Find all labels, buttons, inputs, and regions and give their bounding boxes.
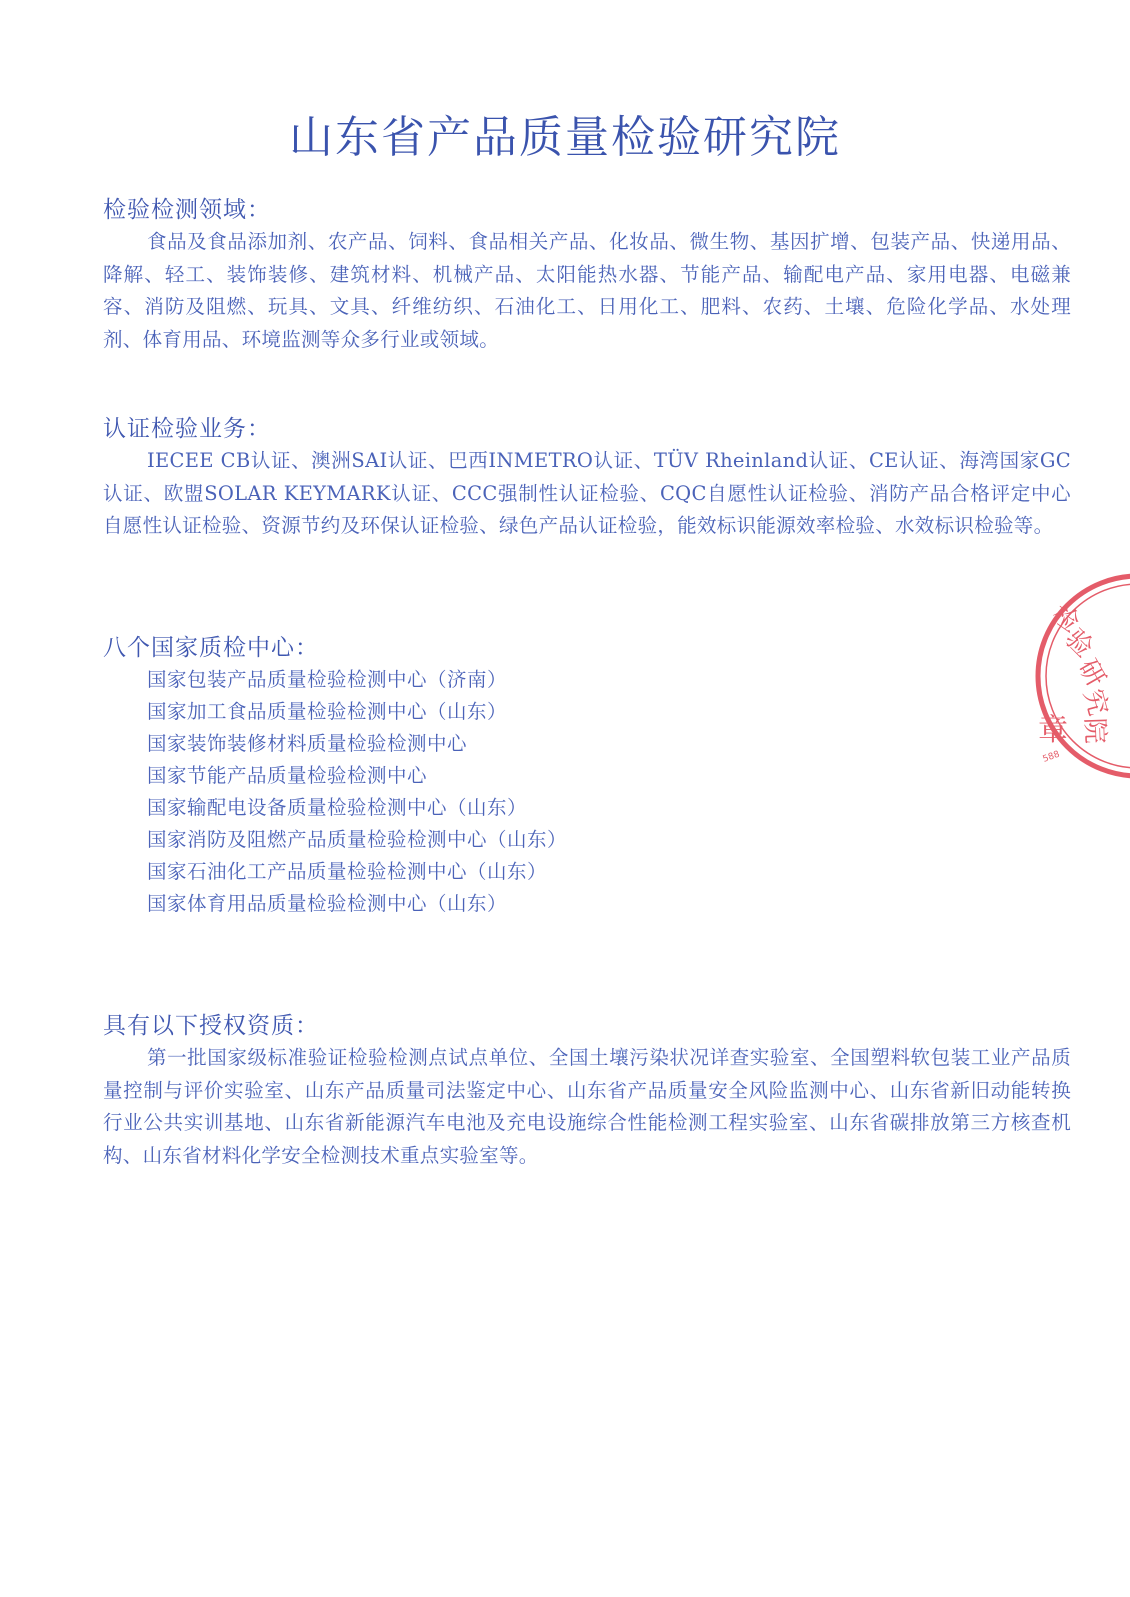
- section-heading: 认证检验业务：: [103, 416, 271, 442]
- svg-text:研: 研: [1071, 654, 1111, 693]
- section-qualifications: [103, 1010, 1071, 1172]
- list-item: 国家消防及阻燃产品质量检验检测中心（山东）: [147, 828, 568, 851]
- section-paragraph: IECEE CB认证、澳洲SAI认证、巴西INMETRO认证、TÜV Rheinland认证、CE认证、海湾国家GC认证、欧盟SOLAR KEYMARK认证、CCC强制性认证检验、CQC自愿性认证检验、消防产品合格评定中心自愿性认证检验、资源节约及环保认证检验、绿色产品认证检验，能效标识能源效率检验、水效标识检验等。: [103, 449, 1071, 537]
- list-item: 国家包装产品质量检验检测中心（济南）: [147, 668, 508, 691]
- document-title: 山东省产品质量检验研究院: [289, 112, 841, 163]
- list-item: 国家加工食品质量检验检测中心（山东）: [147, 700, 508, 723]
- list-item: 国家输配电设备质量检验检测中心（山东）: [147, 796, 528, 819]
- section-certification: [103, 413, 1071, 543]
- section-heading: 检验检测领域：: [103, 197, 271, 223]
- list-item: 国家体育用品质量检验检测中心（山东）: [147, 892, 508, 915]
- section-heading: 具有以下授权资质：: [103, 1013, 319, 1039]
- section-centers: [103, 632, 1071, 920]
- list-item: 国家节能产品质量检验检测中心: [147, 764, 428, 787]
- svg-text:检: 检: [1045, 599, 1085, 639]
- svg-text:究: 究: [1077, 686, 1113, 719]
- section-paragraph: 第一批国家级标准验证检验检测点试点单位、全国土壤污染状况详查实验室、全国塑料软包装工业产品质量控制与评价实验室、山东产品质量司法鉴定中心、山东省产品质量安全风险监测中心、山东省新旧动能转换行业公共实训基地、山东省新能源汽车电池及充电设施综合性能检测工程实验室、山东省碳排放第三方核查机构、山东省材料化学安全检测技术重点实验室等。: [103, 1046, 1071, 1167]
- list-item: 国家石油化工产品质量检验检测中心（山东）: [147, 860, 548, 883]
- svg-text:院: 院: [1079, 717, 1110, 745]
- svg-text:验: 验: [1059, 623, 1099, 664]
- svg-text:章: 章: [1038, 713, 1068, 748]
- section-fields: [103, 194, 1071, 356]
- svg-text:588: 588: [1041, 749, 1062, 765]
- section-paragraph: 食品及食品添加剂、农产品、饲料、食品相关产品、化妆品、微生物、基因扩增、包装产品、快递用品、降解、轻工、装饰装修、建筑材料、机械产品、太阳能热水器、节能产品、输配电产品、家用电器、电磁兼容、消防及阻燃、玩具、文具、纤维纺织、石油化工、日用化工、肥料、农药、土壤、危险化学品、水处理剂、体育用品、环境监测等众多行业或领域。: [103, 230, 1071, 351]
- seal-graphic: [1020, 568, 1130, 784]
- list-item: 国家装饰装修材料质量检验检测中心: [147, 732, 468, 755]
- section-heading: 八个国家质检中心：: [103, 635, 319, 661]
- centers-list: [103, 664, 1071, 920]
- official-seal-stamp: [1020, 568, 1130, 784]
